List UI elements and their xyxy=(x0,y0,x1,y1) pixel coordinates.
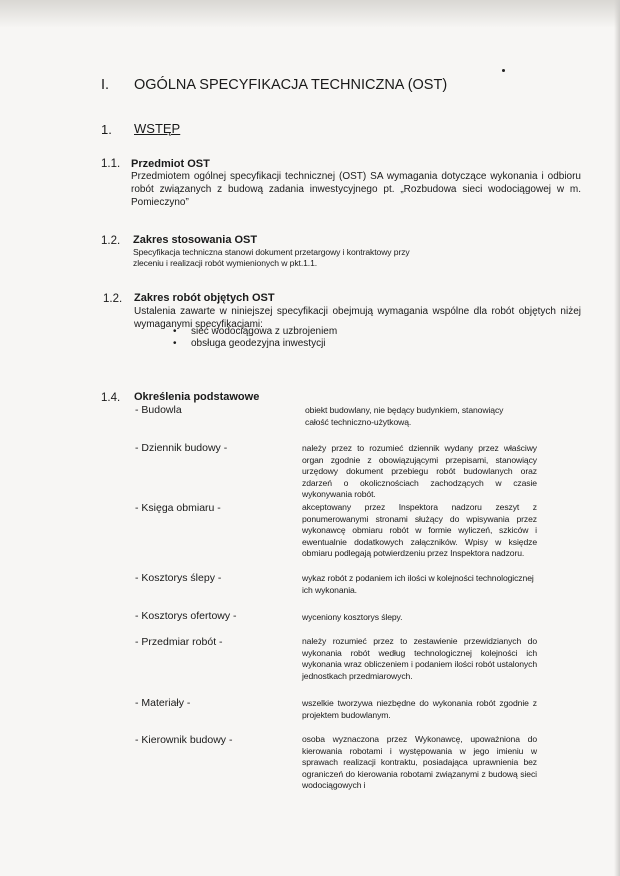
heading-number: I. xyxy=(101,77,110,93)
scan-speck xyxy=(502,69,505,72)
subsection-body: Specyfikacja techniczna stanowi dokument przetargowy i kontraktowy przy zleceniu i realizacji robót wymienionych w pkt.1.1. xyxy=(133,247,410,268)
definition-term: - Kierownik budowy - xyxy=(135,734,233,746)
subsection-body: Ustalenia zawarte w niniejszej specyfikacji obejmują wymagania wspólne dla robót objętych niżej wymaganymi specyfikacjami: xyxy=(134,306,581,330)
definition-term: - Kosztorys ofertowy - xyxy=(135,610,237,622)
definition-text: wszelkie tworzywa niezbędne do wykonania robót zgodnie z projektem budowlanym. xyxy=(302,698,537,720)
definition-text: wykaz robót z podaniem ich ilości w kolejności technologicznej ich wykonania. xyxy=(302,573,534,595)
subsection-title: Zakres robót objętych OST xyxy=(134,292,275,304)
page-title: OGÓLNA SPECYFIKACJA TECHNICZNA (OST) xyxy=(134,77,448,93)
definition-term: - Kosztorys ślepy - xyxy=(135,572,222,584)
definition-term: - Materiały - xyxy=(135,697,191,709)
subsection-title: Przedmiot OST xyxy=(131,158,210,170)
subsection-body: Przedmiotem ogólnej specyfikacji technicznej (OST) SA wymagania dotyczące wykonania i odbioru robót związanych z budową zadania inwestycyjnego pt. „Rozbudowa sieci wodociągowej w m. Pomieczyno” xyxy=(131,171,581,208)
subsection-number: 1.2. xyxy=(101,235,121,247)
definition-term: - Dziennik budowy - xyxy=(135,442,228,454)
list-item: • obsługa geodezyjna inwestycji xyxy=(173,338,337,350)
definition-text: należy przez to rozumieć dziennik wydany przez właściwy organ zgodnie z obowiązującymi przepisami, stanowiący urzędowy dokument przebiegu robót budowlanych oraz zdarzeń o okolicznościach zachodzących w czasie wykonywania robót. xyxy=(302,443,537,499)
scan-shadow-top xyxy=(0,0,620,28)
definition-term: - Księga obmiaru - xyxy=(135,502,221,514)
definition-term: - Przedmiar robót - xyxy=(135,636,223,648)
section-number: 1. xyxy=(101,122,112,137)
subsection-title: Zakres stosowania OST xyxy=(133,234,258,246)
scan-shadow-right xyxy=(614,0,620,876)
scope-list xyxy=(173,326,337,350)
definition-term: - Budowla xyxy=(135,404,182,416)
definition-text: należy rozumieć przez to zestawienie przewidzianych do wykonania robót według technologicznej kolejności ich wykonania wraz obliczeniem i podaniem ilości robót ustalonych jednostkach przedmiarowych. xyxy=(302,636,537,681)
list-item: • sieć wodociągowa z uzbrojeniem xyxy=(173,326,337,338)
section-title: WSTĘP xyxy=(134,121,181,136)
subsection-number: 1.2. xyxy=(103,293,123,305)
subsection-title: Określenia podstawowe xyxy=(134,391,260,403)
definition-text: akceptowany przez Inspektora nadzoru zeszyt z ponumerowanymi stronami służący do wpisywania przez wykonawcę obmiaru robót w formie wyliczeń, szkiców i ewentualnie dodatkowych załączników. Wpisy w księdze obmiaru podlegają potwierdzeniu przez Inspektora nadzoru. xyxy=(302,502,537,558)
definition-text: wyceniony kosztorys ślepy. xyxy=(302,612,403,622)
subsection-number: 1.1. xyxy=(101,158,121,170)
definition-text: osoba wyznaczona przez Wykonawcę, upoważniona do kierowania robotami i występowania w jego imieniu w sprawach realizacji kontraktu, posiadająca uprawnienia bez ograniczeń do kierowania robotami związanymi z budową sieci wodociągowych i xyxy=(302,734,537,790)
subsection-number: 1.4. xyxy=(101,392,121,404)
definition-text: obiekt budowlany, nie będący budynkiem, stanowiący całość techniczno-użytkową. xyxy=(305,405,504,427)
